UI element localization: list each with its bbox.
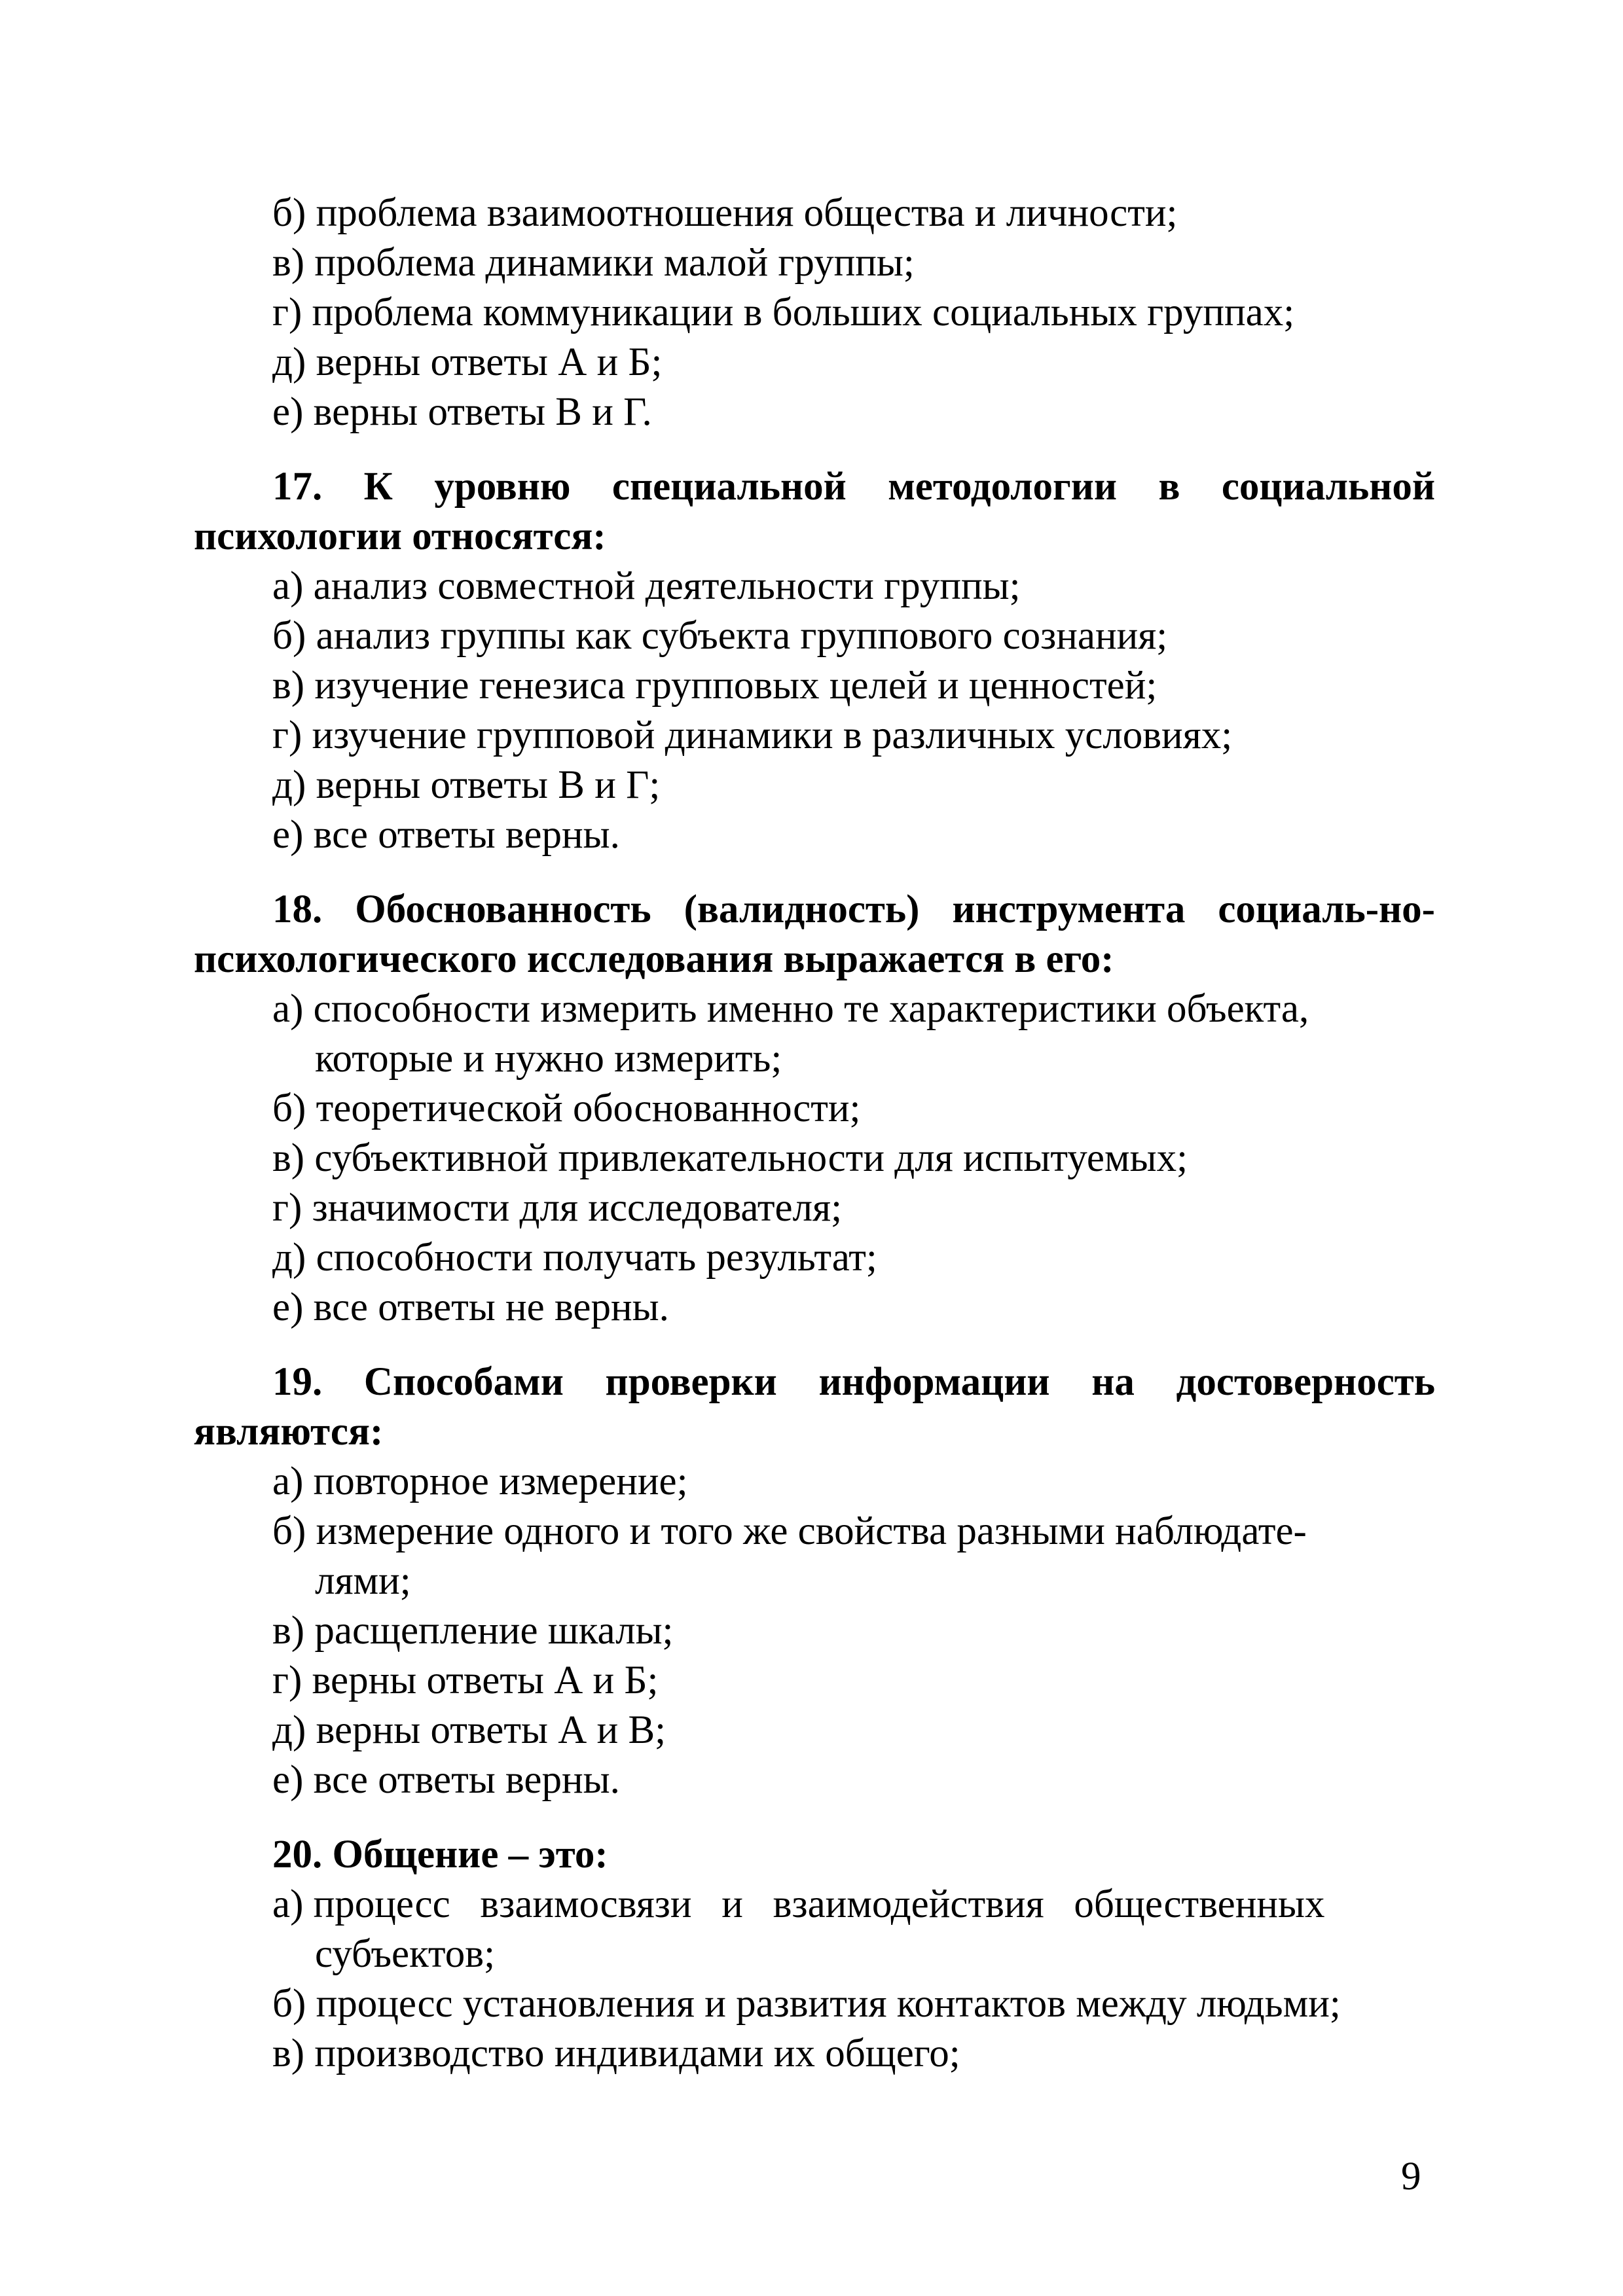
- answer-18-a: [194, 984, 1435, 1084]
- answer-19-b-line1: б) измерение одного и того же свойства разными наблюдате-: [272, 1509, 1307, 1553]
- answer-20-b: б) процесс установления и развития контактов между людьми;: [272, 1982, 1341, 2026]
- question-17: 17. К уровню специальной методологии в социальной психологии относятся:: [194, 465, 1435, 558]
- question-18-answers: [194, 984, 1435, 1333]
- question-19-answers: [194, 1457, 1435, 1805]
- answer-20-a-line1: а) процесс взаимосвязи и взаимодействия общественных: [272, 1882, 1325, 1926]
- answer-19-e: е) все ответы верны.: [272, 1758, 620, 1802]
- answer-17-a: а) анализ совместной деятельности группы;: [272, 564, 1021, 608]
- answer-17-v: в) изучение генезиса групповых целей и ценностей;: [272, 664, 1158, 708]
- answer-16-d: д) верны ответы А и Б;: [272, 340, 663, 384]
- answer-16-b: б) проблема взаимоотношения общества и личности;: [272, 191, 1178, 235]
- answer-19-b: [194, 1507, 1435, 1606]
- answer-18-g: г) значимости для исследователя;: [272, 1186, 843, 1230]
- answer-18-b: б) теоретической обоснованности;: [272, 1086, 861, 1130]
- answer-17-d: д) верны ответы В и Г;: [272, 763, 661, 807]
- answer-16-v: в) проблема динамики малой группы;: [272, 241, 915, 285]
- answer-19-g: г) верны ответы А и Б;: [272, 1659, 659, 1702]
- answer-18-d: д) способности получать результат;: [272, 1236, 877, 1280]
- answer-16-g: г) проблема коммуникации в больших социальных группах;: [272, 291, 1295, 334]
- document-page: [194, 188, 1435, 2079]
- question-16-answers: [194, 188, 1435, 437]
- question-20-answers: [194, 1880, 1435, 2079]
- question-20: 20. Общение – это:: [272, 1833, 608, 1876]
- answer-18-a-line1: а) способности измерить именно те характеристики объекта,: [272, 987, 1309, 1031]
- question-17-answers: [194, 562, 1435, 860]
- answer-19-v: в) расщепление шкалы;: [272, 1609, 674, 1653]
- answer-19-b-line2: лями;: [315, 1559, 411, 1603]
- answer-20-a: [194, 1880, 1435, 1979]
- answer-19-d: д) верны ответы А и В;: [272, 1708, 666, 1752]
- question-18: 18. Обоснованность (валидность) инструмента социаль-но-психологического исследования выражается в его:: [194, 888, 1435, 981]
- answer-17-e: е) все ответы верны.: [272, 813, 620, 857]
- answer-20-a-line2: субъектов;: [315, 1932, 496, 1976]
- page-number: 9: [1401, 2155, 1421, 2198]
- answer-18-a-line2: которые и нужно измерить;: [315, 1037, 782, 1081]
- answer-20-v: в) производство индивидами их общего;: [272, 2032, 960, 2075]
- answer-18-e: е) все ответы не верны.: [272, 1285, 669, 1329]
- answer-18-v: в) субъективной привлекательности для испытуемых;: [272, 1136, 1188, 1180]
- answer-16-e: е) верны ответы В и Г.: [272, 390, 652, 434]
- question-19: 19. Способами проверки информации на достоверность являются:: [194, 1360, 1435, 1454]
- answer-17-g: г) изучение групповой динамики в различных условиях;: [272, 713, 1233, 757]
- answer-19-a: а) повторное измерение;: [272, 1460, 688, 1503]
- answer-17-b: б) анализ группы как субъекта группового сознания;: [272, 614, 1168, 658]
